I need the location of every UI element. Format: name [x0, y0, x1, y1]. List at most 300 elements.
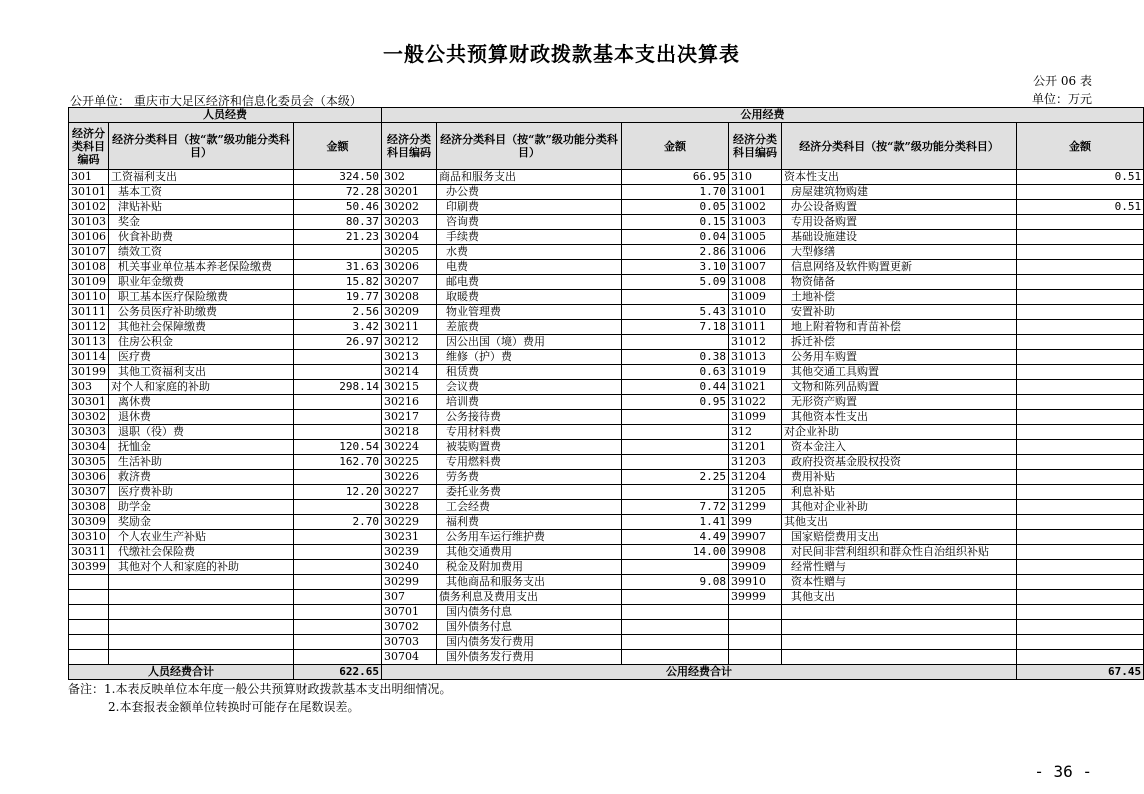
- row-code: 30109: [69, 275, 109, 290]
- row-amount: [1017, 215, 1144, 230]
- row-amount: [1017, 650, 1144, 665]
- row-amount: [294, 545, 382, 560]
- table-row: [69, 350, 1144, 365]
- row-amount: 4.49: [622, 530, 729, 545]
- row-code: 31010: [729, 305, 782, 320]
- row-name: 咨询费: [437, 215, 622, 230]
- row-amount: 3.10: [622, 260, 729, 275]
- row-amount: 1.41: [622, 515, 729, 530]
- row-amount: [294, 365, 382, 380]
- row-name: 助学金: [109, 500, 294, 515]
- row-name: 政府投资基金股权投资: [782, 455, 1017, 470]
- row-amount: [1017, 395, 1144, 410]
- row-amount: [1017, 335, 1144, 350]
- header-code: 经济分类科目编码: [729, 123, 782, 170]
- row-code: [729, 650, 782, 665]
- row-code: 30305: [69, 455, 109, 470]
- row-name: 工资福利支出: [109, 170, 294, 185]
- row-amount: [294, 425, 382, 440]
- row-code: 399: [729, 515, 782, 530]
- row-code: 30101: [69, 185, 109, 200]
- reporting-unit: 公开单位： 重庆市大足区经济和信息化委员会（本级）: [70, 94, 362, 108]
- row-code: [69, 605, 109, 620]
- row-code: 30111: [69, 305, 109, 320]
- row-code: 30310: [69, 530, 109, 545]
- row-name: 奖励金: [109, 515, 294, 530]
- row-amount: [294, 575, 382, 590]
- row-code: [69, 650, 109, 665]
- row-code: 30202: [382, 200, 437, 215]
- table-row: [69, 170, 1144, 185]
- row-amount: [294, 410, 382, 425]
- row-amount: 2.25: [622, 470, 729, 485]
- row-amount: 9.08: [622, 575, 729, 590]
- row-name: 物资储备: [782, 275, 1017, 290]
- row-amount: [294, 500, 382, 515]
- row-amount: [1017, 440, 1144, 455]
- row-amount: 5.43: [622, 305, 729, 320]
- expenditure-table: [68, 107, 1144, 680]
- row-code: 30226: [382, 470, 437, 485]
- row-name: 无形资产购置: [782, 395, 1017, 410]
- row-amount: [1017, 260, 1144, 275]
- row-amount: 0.15: [622, 215, 729, 230]
- row-code: 30218: [382, 425, 437, 440]
- row-amount: 0.38: [622, 350, 729, 365]
- table-row: [69, 185, 1144, 200]
- table-row: [69, 500, 1144, 515]
- row-code: 30213: [382, 350, 437, 365]
- row-amount: [622, 410, 729, 425]
- row-code: 31012: [729, 335, 782, 350]
- row-name: 其他支出: [782, 515, 1017, 530]
- row-code: 30208: [382, 290, 437, 305]
- row-name: 其他支出: [782, 590, 1017, 605]
- row-name: 机关事业单位基本养老保险缴费: [109, 260, 294, 275]
- row-name: 其他资本性支出: [782, 410, 1017, 425]
- row-amount: 298.14: [294, 380, 382, 395]
- row-code: 307: [382, 590, 437, 605]
- row-amount: [1017, 275, 1144, 290]
- row-name: 公务用车购置: [782, 350, 1017, 365]
- row-amount: [622, 290, 729, 305]
- row-amount: 7.18: [622, 320, 729, 335]
- row-name: [782, 605, 1017, 620]
- row-amount: [622, 635, 729, 650]
- table-row: [69, 200, 1144, 215]
- header-name: 经济分类科目（按“款”级功能分类科目）: [437, 123, 622, 170]
- row-name: 个人农业生产补贴: [109, 530, 294, 545]
- row-code: 31008: [729, 275, 782, 290]
- row-name: 国内债务发行费用: [437, 635, 622, 650]
- row-amount: 0.95: [622, 395, 729, 410]
- row-name: 职业年金缴费: [109, 275, 294, 290]
- row-name: 信息网络及软件购置更新: [782, 260, 1017, 275]
- row-name: 资本金注入: [782, 440, 1017, 455]
- row-name: 资本性赠与: [782, 575, 1017, 590]
- row-code: 30399: [69, 560, 109, 575]
- row-code: 31011: [729, 320, 782, 335]
- row-amount: [622, 560, 729, 575]
- row-code: 30212: [382, 335, 437, 350]
- row-code: 301: [69, 170, 109, 185]
- row-name: 津贴补贴: [109, 200, 294, 215]
- row-code: 31003: [729, 215, 782, 230]
- table-row: [69, 455, 1144, 470]
- row-name: [109, 650, 294, 665]
- personnel-total-label: 人员经费合计: [69, 665, 294, 680]
- row-name: 救济费: [109, 470, 294, 485]
- row-amount: 0.05: [622, 200, 729, 215]
- row-name: 奖金: [109, 215, 294, 230]
- row-name: 邮电费: [437, 275, 622, 290]
- row-code: 30209: [382, 305, 437, 320]
- row-amount: 2.86: [622, 245, 729, 260]
- row-name: 国外债务发行费用: [437, 650, 622, 665]
- row-amount: 80.37: [294, 215, 382, 230]
- row-name: 福利费: [437, 515, 622, 530]
- row-name: 代缴社会保险费: [109, 545, 294, 560]
- row-amount: [294, 350, 382, 365]
- row-name: 取暖费: [437, 290, 622, 305]
- row-amount: [1017, 455, 1144, 470]
- public-total-label: 公用经费合计: [382, 665, 1017, 680]
- row-name: 其他社会保障缴费: [109, 320, 294, 335]
- row-amount: [1017, 635, 1144, 650]
- row-amount: [294, 650, 382, 665]
- row-amount: 0.51: [1017, 200, 1144, 215]
- row-code: 31299: [729, 500, 782, 515]
- row-name: 专用设备购置: [782, 215, 1017, 230]
- row-name: 费用补贴: [782, 470, 1017, 485]
- row-name: 伙食补助费: [109, 230, 294, 245]
- row-name: 基本工资: [109, 185, 294, 200]
- row-code: 39907: [729, 530, 782, 545]
- table-row: [69, 650, 1144, 665]
- row-amount: [1017, 185, 1144, 200]
- row-code: 30205: [382, 245, 437, 260]
- header-code: 经济分类科目编码: [382, 123, 437, 170]
- row-name: 专用材料费: [437, 425, 622, 440]
- row-name: 公务员医疗补助缴费: [109, 305, 294, 320]
- row-code: 30103: [69, 215, 109, 230]
- row-amount: 0.44: [622, 380, 729, 395]
- row-name: 生活补助: [109, 455, 294, 470]
- table-row: [69, 290, 1144, 305]
- totals-row: [69, 665, 1144, 680]
- row-name: 绩效工资: [109, 245, 294, 260]
- row-amount: [294, 605, 382, 620]
- row-amount: [294, 245, 382, 260]
- row-code: 310: [729, 170, 782, 185]
- row-amount: 7.72: [622, 500, 729, 515]
- header-code: 经济分类科目编码: [69, 123, 109, 170]
- row-name: 电费: [437, 260, 622, 275]
- table-row: [69, 230, 1144, 245]
- row-code: 30231: [382, 530, 437, 545]
- row-name: [109, 575, 294, 590]
- row-name: [109, 620, 294, 635]
- row-code: 30240: [382, 560, 437, 575]
- table-row: [69, 365, 1144, 380]
- table-row: [69, 515, 1144, 530]
- public-total-value: 67.45: [1017, 665, 1144, 680]
- table-row: [69, 575, 1144, 590]
- row-amount: [1017, 410, 1144, 425]
- row-amount: 1.70: [622, 185, 729, 200]
- row-name: 商品和服务支出: [437, 170, 622, 185]
- row-amount: [622, 425, 729, 440]
- row-code: 39909: [729, 560, 782, 575]
- page-number: - 36 -: [1034, 762, 1092, 781]
- row-amount: [622, 440, 729, 455]
- row-amount: [622, 590, 729, 605]
- note-2: 2.本套报表金额单位转换时可能存在尾数误差。: [108, 700, 360, 714]
- row-amount: 19.77: [294, 290, 382, 305]
- row-code: 30299: [382, 575, 437, 590]
- row-amount: 21.23: [294, 230, 382, 245]
- notes: [68, 680, 451, 716]
- row-name: 安置补助: [782, 305, 1017, 320]
- table-body: [69, 170, 1144, 665]
- row-code: [69, 590, 109, 605]
- row-name: 其他交通费用: [437, 545, 622, 560]
- row-amount: [1017, 590, 1144, 605]
- row-code: [729, 605, 782, 620]
- table-row: [69, 485, 1144, 500]
- header-amount: 金额: [294, 123, 382, 170]
- row-name: 职工基本医疗保险缴费: [109, 290, 294, 305]
- row-name: 医疗费补助: [109, 485, 294, 500]
- row-code: 30204: [382, 230, 437, 245]
- row-code: 31022: [729, 395, 782, 410]
- row-name: 退休费: [109, 410, 294, 425]
- header-amount: 金额: [1017, 123, 1144, 170]
- section-public: 公用经费: [382, 108, 1144, 123]
- row-name: 债务利息及费用支出: [437, 590, 622, 605]
- row-code: 30102: [69, 200, 109, 215]
- row-amount: [1017, 620, 1144, 635]
- row-code: 31005: [729, 230, 782, 245]
- personnel-total-value: 622.65: [294, 665, 382, 680]
- row-amount: [1017, 575, 1144, 590]
- row-code: 31201: [729, 440, 782, 455]
- row-amount: 15.82: [294, 275, 382, 290]
- row-amount: 0.04: [622, 230, 729, 245]
- row-amount: [1017, 230, 1144, 245]
- row-code: 303: [69, 380, 109, 395]
- table-row: [69, 215, 1144, 230]
- row-code: 30114: [69, 350, 109, 365]
- table-row: [69, 635, 1144, 650]
- row-code: 31205: [729, 485, 782, 500]
- row-name: 因公出国（境）费用: [437, 335, 622, 350]
- row-amount: 66.95: [622, 170, 729, 185]
- row-name: 利息补贴: [782, 485, 1017, 500]
- row-code: [729, 620, 782, 635]
- row-code: [69, 620, 109, 635]
- row-code: 30112: [69, 320, 109, 335]
- row-name: [109, 590, 294, 605]
- row-code: 31001: [729, 185, 782, 200]
- row-amount: 14.00: [622, 545, 729, 560]
- table-row: [69, 530, 1144, 545]
- row-amount: [622, 620, 729, 635]
- row-name: 办公费: [437, 185, 622, 200]
- table-row: [69, 545, 1144, 560]
- row-name: 离休费: [109, 395, 294, 410]
- row-name: 税金及附加费用: [437, 560, 622, 575]
- table-row: [69, 260, 1144, 275]
- row-name: 对企业补助: [782, 425, 1017, 440]
- row-name: 医疗费: [109, 350, 294, 365]
- row-name: 水费: [437, 245, 622, 260]
- row-amount: 0.63: [622, 365, 729, 380]
- row-name: 印刷费: [437, 200, 622, 215]
- row-name: 文物和陈列品购置: [782, 380, 1017, 395]
- row-amount: [1017, 560, 1144, 575]
- row-amount: [1017, 320, 1144, 335]
- row-code: 30107: [69, 245, 109, 260]
- row-code: 30701: [382, 605, 437, 620]
- row-code: 30217: [382, 410, 437, 425]
- row-code: 30227: [382, 485, 437, 500]
- table-row: [69, 275, 1144, 290]
- row-code: 30206: [382, 260, 437, 275]
- row-amount: [294, 395, 382, 410]
- row-name: 国家赔偿费用支出: [782, 530, 1017, 545]
- row-amount: [1017, 350, 1144, 365]
- row-name: 基础设施建设: [782, 230, 1017, 245]
- table-row: [69, 395, 1144, 410]
- row-code: 30308: [69, 500, 109, 515]
- row-code: 30211: [382, 320, 437, 335]
- row-code: 39908: [729, 545, 782, 560]
- page-title: 一般公共预算财政拨款基本支出决算表: [383, 42, 740, 66]
- row-code: 30215: [382, 380, 437, 395]
- table-row: [69, 605, 1144, 620]
- row-code: 30311: [69, 545, 109, 560]
- row-code: 31204: [729, 470, 782, 485]
- row-name: 土地补偿: [782, 290, 1017, 305]
- row-code: 312: [729, 425, 782, 440]
- row-name: 资本性支出: [782, 170, 1017, 185]
- row-code: [69, 575, 109, 590]
- row-name: [109, 605, 294, 620]
- table-row: [69, 245, 1144, 260]
- row-code: 30110: [69, 290, 109, 305]
- row-code: 30214: [382, 365, 437, 380]
- row-name: 经常性赠与: [782, 560, 1017, 575]
- section-personnel: 人员经费: [69, 108, 382, 123]
- row-amount: [622, 335, 729, 350]
- row-amount: [1017, 245, 1144, 260]
- row-name: 会议费: [437, 380, 622, 395]
- row-amount: [622, 605, 729, 620]
- row-code: 30703: [382, 635, 437, 650]
- row-amount: 0.51: [1017, 170, 1144, 185]
- table-row: [69, 320, 1144, 335]
- row-name: 拆迁补偿: [782, 335, 1017, 350]
- row-amount: [1017, 485, 1144, 500]
- row-name: 其他对企业补助: [782, 500, 1017, 515]
- row-code: 30229: [382, 515, 437, 530]
- row-amount: [1017, 515, 1144, 530]
- row-code: 39999: [729, 590, 782, 605]
- row-amount: [1017, 305, 1144, 320]
- row-code: 30702: [382, 620, 437, 635]
- row-name: 国内债务付息: [437, 605, 622, 620]
- row-amount: [294, 560, 382, 575]
- header-amount: 金额: [622, 123, 729, 170]
- row-code: 31009: [729, 290, 782, 305]
- row-amount: [1017, 365, 1144, 380]
- row-amount: [622, 455, 729, 470]
- currency-unit: 单位：万元: [1031, 92, 1092, 106]
- row-code: 30307: [69, 485, 109, 500]
- row-name: 维修（护）费: [437, 350, 622, 365]
- row-code: 30306: [69, 470, 109, 485]
- table-row: [69, 590, 1144, 605]
- row-code: 31006: [729, 245, 782, 260]
- row-name: [782, 635, 1017, 650]
- row-amount: [1017, 290, 1144, 305]
- row-code: 31203: [729, 455, 782, 470]
- row-code: 30216: [382, 395, 437, 410]
- row-code: 30228: [382, 500, 437, 515]
- row-name: 抚恤金: [109, 440, 294, 455]
- form-code: 公开 06 表: [1033, 74, 1092, 88]
- row-code: [729, 635, 782, 650]
- row-amount: 26.97: [294, 335, 382, 350]
- row-name: 房屋建筑物购建: [782, 185, 1017, 200]
- row-code: 30704: [382, 650, 437, 665]
- row-code: 31099: [729, 410, 782, 425]
- row-name: 地上附着物和青苗补偿: [782, 320, 1017, 335]
- row-code: 30199: [69, 365, 109, 380]
- row-code: 31002: [729, 200, 782, 215]
- row-name: 其他交通工具购置: [782, 365, 1017, 380]
- table-row: [69, 470, 1144, 485]
- row-amount: [622, 650, 729, 665]
- row-name: 劳务费: [437, 470, 622, 485]
- row-amount: 5.09: [622, 275, 729, 290]
- table-row: [69, 425, 1144, 440]
- header-name: 经济分类科目（按“款”级功能分类科目）: [109, 123, 294, 170]
- row-amount: [294, 470, 382, 485]
- table-row: [69, 440, 1144, 455]
- row-code: 30224: [382, 440, 437, 455]
- row-amount: 3.42: [294, 320, 382, 335]
- row-amount: [1017, 530, 1144, 545]
- row-code: 31013: [729, 350, 782, 365]
- row-amount: 2.56: [294, 305, 382, 320]
- row-name: 办公设备购置: [782, 200, 1017, 215]
- row-name: 手续费: [437, 230, 622, 245]
- table-row: [69, 380, 1144, 395]
- row-code: 30239: [382, 545, 437, 560]
- row-amount: 120.54: [294, 440, 382, 455]
- row-name: 委托业务费: [437, 485, 622, 500]
- row-code: 30203: [382, 215, 437, 230]
- row-name: 住房公积金: [109, 335, 294, 350]
- row-code: 30301: [69, 395, 109, 410]
- row-name: 其他商品和服务支出: [437, 575, 622, 590]
- row-amount: [294, 590, 382, 605]
- row-name: 对民间非营利组织和群众性自治组织补贴: [782, 545, 1017, 560]
- row-name: 公务接待费: [437, 410, 622, 425]
- row-code: 30113: [69, 335, 109, 350]
